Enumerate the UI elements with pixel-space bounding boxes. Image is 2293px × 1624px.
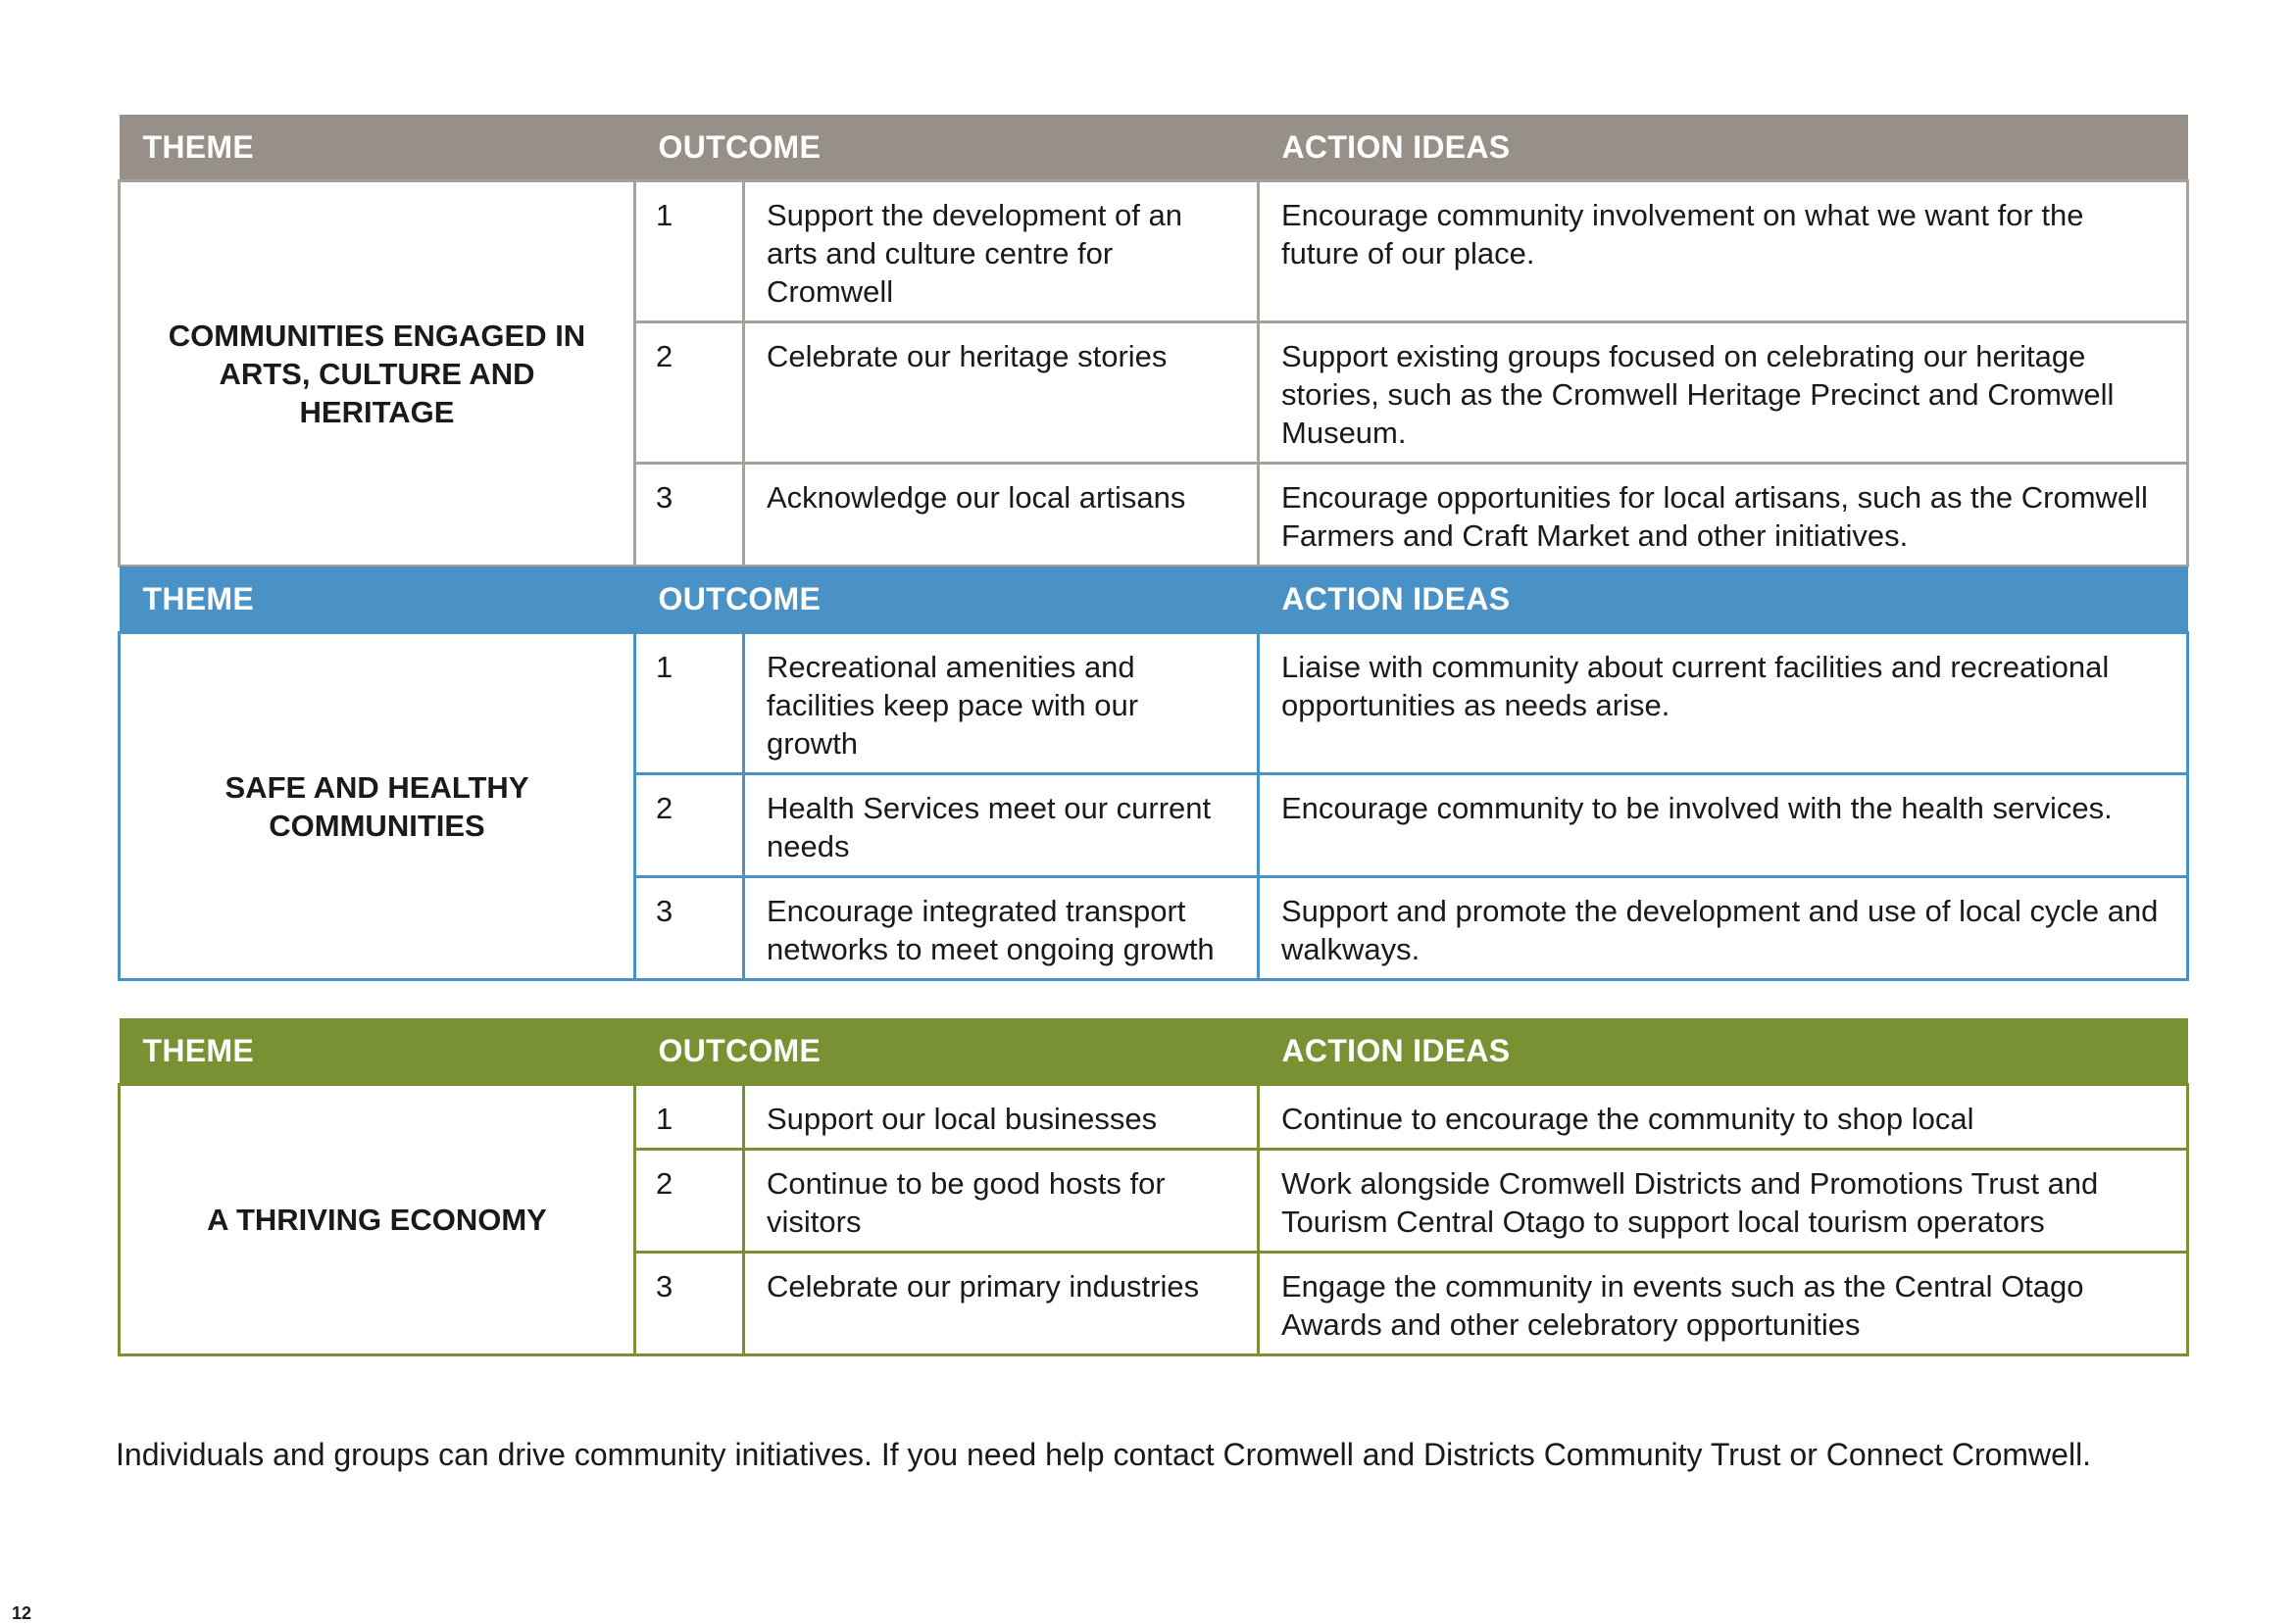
action-text: Encourage community involvement on what we want for the future of our place. [1259, 181, 2188, 322]
outcome-text: Support the development of an arts and culture centre for Cromwell [744, 181, 1259, 322]
table-header-row [120, 1018, 2188, 1085]
outcome-text: Celebrate our primary industries [744, 1253, 1259, 1355]
outcome-text: Encourage integrated transport networks to meet ongoing growth [744, 877, 1259, 980]
outcome-text: Continue to be good hosts for visitors [744, 1150, 1259, 1253]
table-thriving-economy [118, 1018, 2189, 1356]
outcome-text: Recreational amenities and facilities keep pace with our growth [744, 633, 1259, 774]
outcome-number: 1 [635, 633, 744, 774]
outcome-number: 2 [635, 1150, 744, 1253]
action-text: Encourage community to be involved with the health services. [1259, 774, 2188, 877]
table-header-row [120, 115, 2188, 181]
header-action-ideas: ACTION IDEAS [1259, 1018, 2188, 1085]
table-arts-culture-heritage [118, 115, 2189, 567]
header-outcome: OUTCOME [635, 1018, 1259, 1085]
table-safe-healthy-communities [118, 566, 2189, 981]
theme-cell: COMMUNITIES ENGAGED IN ARTS, CULTURE AND HERITAGE [120, 181, 635, 566]
outcome-text: Health Services meet our current needs [744, 774, 1259, 877]
header-outcome: OUTCOME [635, 566, 1259, 633]
outcome-number: 2 [635, 774, 744, 877]
theme-cell: SAFE AND HEALTHY COMMUNITIES [120, 633, 635, 980]
outcome-number: 3 [635, 464, 744, 566]
action-text: Encourage opportunities for local artisans, such as the Cromwell Farmers and Craft Market and other initiatives. [1259, 464, 2188, 566]
header-theme: THEME [120, 566, 635, 633]
table-row [120, 1085, 2188, 1150]
action-text: Engage the community in events such as the Central Otago Awards and other celebratory opportunities [1259, 1253, 2188, 1355]
outcome-number: 3 [635, 877, 744, 980]
table-row [120, 633, 2188, 774]
header-action-ideas: ACTION IDEAS [1259, 115, 2188, 181]
action-text: Support existing groups focused on celebrating our heritage stories, such as the Cromwell Heritage Precinct and Cromwell Museum. [1259, 322, 2188, 464]
outcome-text: Acknowledge our local artisans [744, 464, 1259, 566]
table-header-row [120, 566, 2188, 633]
header-theme: THEME [120, 115, 635, 181]
outcome-number: 1 [635, 181, 744, 322]
action-text: Continue to encourage the community to shop local [1259, 1085, 2188, 1150]
header-outcome: OUTCOME [635, 115, 1259, 181]
outcome-number: 3 [635, 1253, 744, 1355]
action-text: Liaise with community about current facilities and recreational opportunities as needs arise. [1259, 633, 2188, 774]
page-number: 12 [12, 1603, 32, 1623]
footer-note: Individuals and groups can drive community initiatives. If you need help contact Cromwell and Districts Community Trust or Connect Cromwell. [116, 1437, 2092, 1472]
outcome-number: 2 [635, 322, 744, 464]
theme-cell: A THRIVING ECONOMY [120, 1085, 635, 1355]
table-row [120, 181, 2188, 322]
outcome-text: Support our local businesses [744, 1085, 1259, 1150]
header-action-ideas: ACTION IDEAS [1259, 566, 2188, 633]
outcome-number: 1 [635, 1085, 744, 1150]
action-text: Work alongside Cromwell Districts and Promotions Trust and Tourism Central Otago to support local tourism operators [1259, 1150, 2188, 1253]
outcome-text: Celebrate our heritage stories [744, 322, 1259, 464]
action-text: Support and promote the development and use of local cycle and walkways. [1259, 877, 2188, 980]
header-theme: THEME [120, 1018, 635, 1085]
